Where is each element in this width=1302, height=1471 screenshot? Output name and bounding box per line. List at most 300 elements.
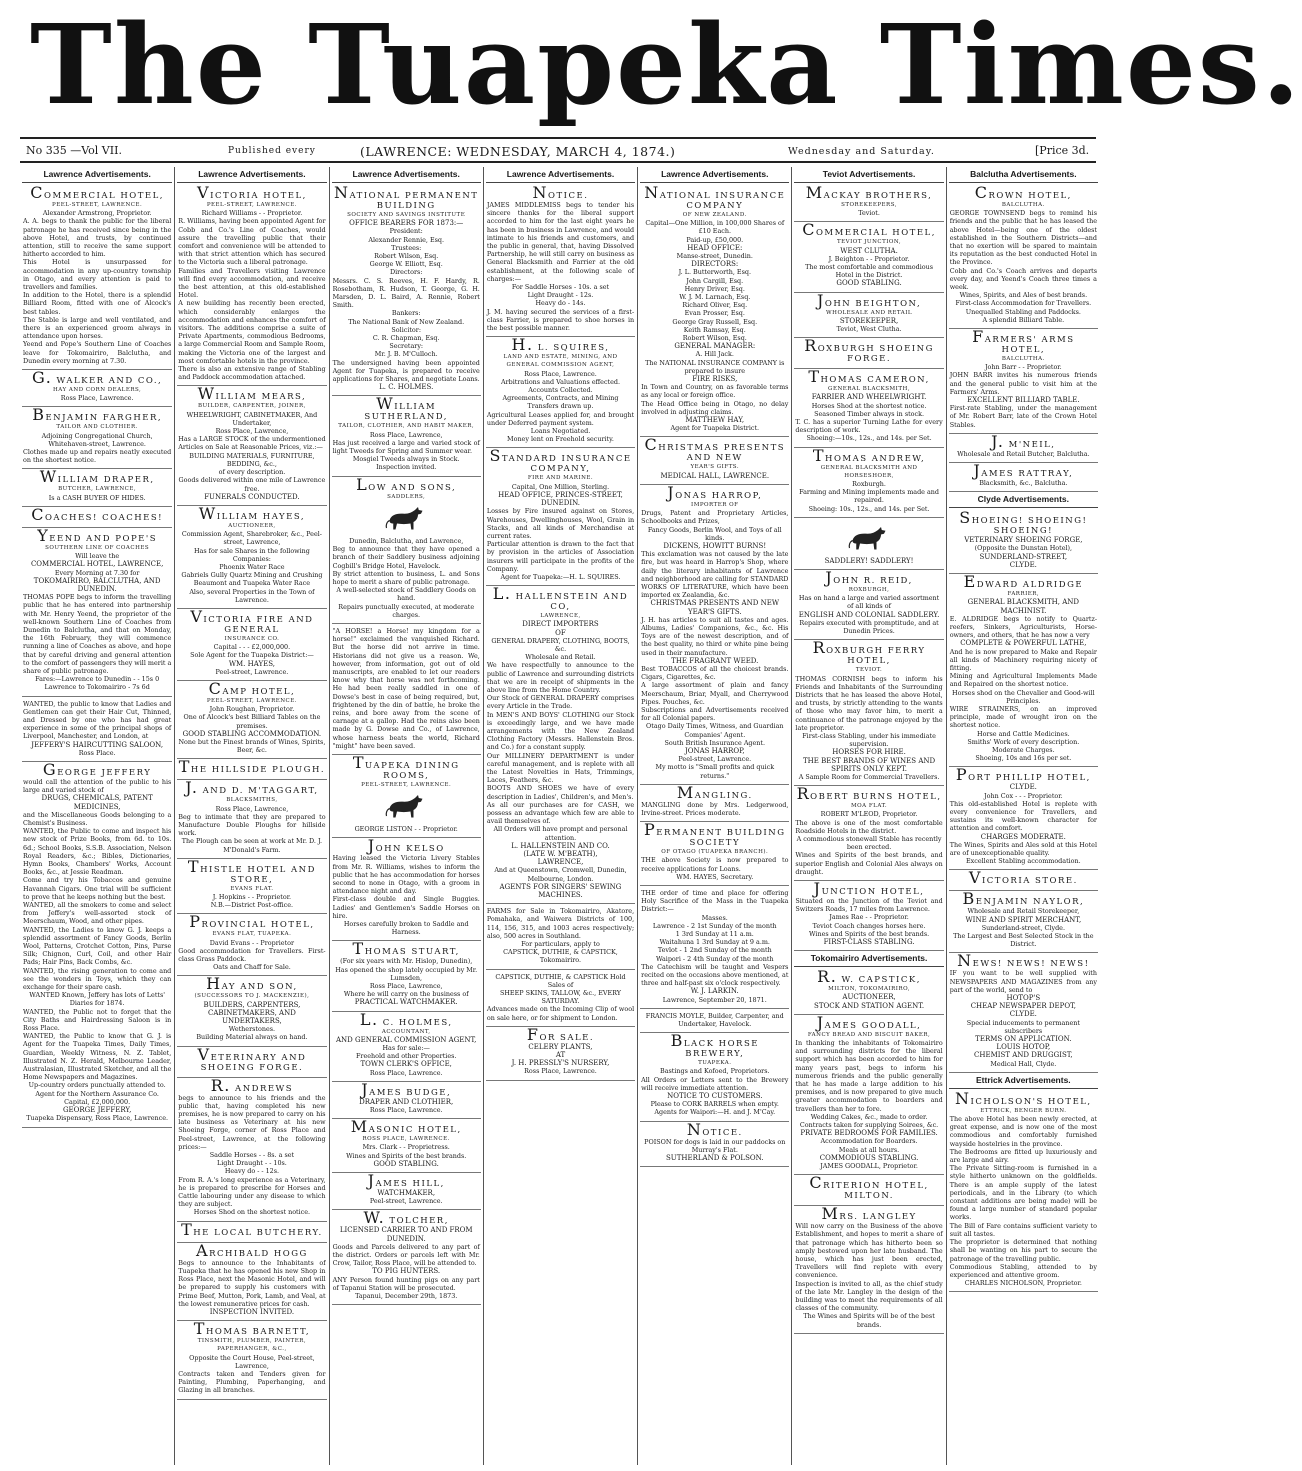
ad-line: VETERINARY SHOEING FORGE,: [964, 536, 1083, 545]
ad-body-text: WANTED, the rising generation to come and see the wonders in Toys, which they can exchange for their spare cash.: [23, 966, 172, 992]
ad-john-beighton: [794, 290, 943, 339]
ad-body-text: T. C. has a superior Turning Lathe for every description of work.: [795, 418, 943, 435]
ad-line: Waipori - 2 4th Sunday of the month: [655, 954, 774, 963]
ad-line: One of Alcock's best Billiard Tables on the premises.: [183, 713, 321, 730]
ad-title: J. AND D. M'TAGGART,: [185, 778, 319, 798]
ad-line: Mosgiel Tweeds always in Stock.: [352, 455, 460, 464]
ad-title: THOMAS CAMERON,: [808, 367, 930, 387]
ad-line: DRAPER AND CLOTHIER,: [359, 1097, 454, 1106]
ad-port-phillip-hotel: [949, 767, 1098, 870]
ad-line: NOTICE TO CUSTOMERS.: [667, 1092, 763, 1101]
ad-shoeing-shoeing-shoeing: [949, 510, 1098, 574]
ad-line: Bastings and Kofoed, Proprietors.: [660, 1067, 770, 1076]
ad-body-text: J. M. having secured the services of a first-class Farrier, is prepared to shoe horses in the best possible manner.: [486, 307, 635, 333]
ad-line: South British Insurance Agent.: [664, 738, 766, 747]
ad-farms-for-sale-in-tokomairiro-akatore-po: [486, 904, 635, 969]
ad-body-text: First-class double and Single Buggies. Ladies' and Gentlemen's Saddle Horses on hire.: [332, 895, 480, 920]
ad-line: Oats and Chaff for Sale.: [213, 963, 291, 972]
ad-benjamin-fargher: [22, 407, 172, 469]
ad-subtitle: SADDLERS,: [387, 493, 426, 500]
ad-title: JAMES GOODALL,: [816, 1012, 922, 1032]
ad-line: Has on hand a large and varied assortment of all kinds of: [798, 594, 940, 611]
ad-body-text: Advances made on the Incoming Clip of wool on sale here, or for shipment to London.: [486, 1005, 635, 1022]
ad-body-text: This exclamation was not caused by the late fire, but was heard in Harrop's Shop, where daily the literary inhabitants of Lawrence and neighborhood are calling for STANDARD WORKS OF LITERATURE, which have been imported ex Zealandia, &c.: [641, 550, 789, 600]
ad-body-text: Situated on the Junction of the Teviot and Switzers Roads, 17 miles from Lawrence.: [795, 896, 943, 914]
ad-line: Fares:—Lawrence to Dunedin - - 15s 0: [35, 675, 160, 684]
column-heading: Balclutha Advertisements.: [949, 167, 1098, 183]
ad-benjamin-naylor: [949, 891, 1098, 953]
ad-line: George Gray Russell, Esq.: [672, 317, 758, 326]
ad-body-text: Come and try his Tobaccos and genuine Havannah Cigars. One trial will be sufficient to prove that he keeps nothing but the best.: [23, 876, 172, 901]
ad-body-text: R. Williams, having been appointed Agent for Cobb and Co.'s Line of Coaches, would assure the travelling public that their comfort and convenience will be attended to with that strict attention which has secured to the Victoria such a liberal patronage.: [178, 217, 326, 267]
ad-subtitle: TAILOR AND CLOTHIER.: [56, 424, 138, 431]
ad-line: OF: [555, 628, 566, 637]
ad-body-text: THOMAS POPE begs to inform the travelling public that he has entered into partnership with Mr. Henry Yeend, the proprietor of the well-known Southern Line of Coaches from Dunedin to Balclutha, and that on Monday, the 16th February, they will commence running a line of Coaches as above, and hope that by careful driving and general attention to the comfort of passengers they will merit a share of public patronage.: [23, 593, 172, 675]
ad-george-jeffery: [22, 759, 172, 1128]
ad-line: TERMS ON APPLICATION.: [975, 1035, 1072, 1044]
ad-line: Ross Place, Lawrence.: [369, 1106, 443, 1115]
ad-body-text: Messrs. C. S. Reeves, H. F. Hardy, R. Rosebotham, R. Hudson, T. George, G. H. Marsden, D. L. Baird, A. Rennie, Robert Smith.: [332, 276, 480, 310]
ad-roxburgh-shoeing-forge: [794, 338, 943, 369]
ad-title: R. ANDREWS: [210, 1075, 294, 1095]
ad-for-sale: [486, 1024, 635, 1081]
ad-line: Manse-street, Dunedin.: [676, 252, 753, 261]
ad-line: AGENTS FOR SINGERS' SEWING MACHINES.: [499, 882, 622, 900]
ad-title: NATIONAL INSURANCE COMPANY: [644, 183, 786, 211]
ad-body-text: Commodious Stabling, attended to by experienced and attentive groom.: [949, 1262, 1097, 1279]
ad-line: Masses.: [701, 913, 728, 922]
ad-body-text: JOHN BARR invites his numerous friends and the general public to visit him at the Farmers' Arms.: [949, 371, 1097, 396]
ad-subtitle: FANCY BREAD AND BISCUIT BAKER,: [807, 1031, 931, 1038]
ad-line: JAMES GOODALL, Proprietor.: [820, 1162, 918, 1171]
ad-body-text: IF you want to be well supplied with NEWSPAPERS AND MAGAZINES from any part of the world, send to: [949, 969, 1097, 994]
ad-body-text: Goods and Parcels delivered to any part of the district. Orders or parcels left with Mr. Crow, Tailor, Ross Place, will be attended to.: [332, 1242, 480, 1268]
ad-body-text: This old-established Hotel is replete with every convenience for Travellers, and sustains its well-known character for attention and comfort.: [949, 799, 1097, 833]
ad-w-tolcher: [332, 1210, 481, 1305]
ad-body-text: Good accommodation for Travellers. First-class Grass Paddock.: [178, 946, 326, 964]
ad-line: Ross Place, Lawrence,: [369, 430, 443, 439]
ad-line: Teviot.: [858, 209, 880, 218]
ad-line: FUNERALS CONDUCTED.: [204, 492, 300, 501]
ad-line: COMPLETE & POWERFUL LATHE,: [960, 639, 1087, 648]
ad-subtitle: BUILDER, CARPENTER, JOINER,: [198, 403, 306, 410]
ad-line: Tevlot - 1 2nd Sunday of the month: [657, 946, 772, 955]
ad-line: Freehold and other Properties.: [355, 1052, 457, 1061]
ad-line: LICENSED CARRIER TO AND FROM DUNEDIN.: [339, 1226, 473, 1243]
ad-body-text: E. ALDRIDGE begs to notify to Quartz-reefers, Sinkers, Agriculturists, Horse-owners, and others, that he has now a very: [949, 614, 1097, 640]
ad-body-text: Has just received a large and varied stock of light Tweeds for Spring and Summer wear.: [332, 438, 480, 456]
ad-yeend-and-pope-s: [22, 525, 172, 697]
ad-line: Agent for Tuapeka District.: [670, 424, 760, 433]
ad-line: CAPSTICK, DUTHIE, & CAPSTICK, Tokomairiro.: [503, 948, 618, 965]
ad-body-text: This Hotel is unsurpassed for accommodation in any up-country township in Otago, and every attention is paid to travellers and families.: [23, 258, 172, 292]
ad-line: Henry Driver, Esq.: [684, 284, 745, 293]
ad-line: WHEELWRIGHT, CABINETMAKER, And Undertaker,: [186, 410, 318, 427]
ad-title: NOTICE.: [532, 183, 589, 202]
ad-title: MACKAY BROTHERS,: [805, 183, 933, 202]
ad-line: Waitahuna 1 3rd Sunday at 9 a.m.: [659, 938, 770, 947]
ad-line: STOCK AND STATION AGENT.: [814, 1001, 925, 1010]
ad-title: MRS. LANGLEY: [821, 1204, 917, 1224]
ad-line: THE FRAGRANT WEED.: [671, 656, 759, 665]
ad-title: W. TOLCHER,: [363, 1208, 449, 1228]
ad-line: Light Draught - - 10s.: [217, 1159, 287, 1168]
ad-subtitle: MILTON, TOKOMAIRIRO,: [828, 986, 911, 993]
ad-h-l-squires: [486, 337, 635, 448]
ad-line: Unequalled Stabling and Paddocks.: [965, 307, 1081, 316]
ad-line: Moderate Charges.: [992, 745, 1055, 754]
ad-national-permanent-building: [332, 185, 481, 396]
ad-line: POISON for dogs is laid in our paddocks on Murray's Flat.: [644, 1137, 786, 1154]
ad-line: Solicitor:: [391, 325, 421, 334]
ad-line: SUNDERLAND-STREET,: [979, 552, 1068, 561]
ad-a-horse-a-horse-my-kingdom-for-a-horse-e: [332, 624, 481, 755]
masthead: [0, 0, 1302, 138]
ad-line: Whitehaven-street, Lawrence.: [48, 439, 146, 448]
column-3: [329, 167, 483, 1465]
ad-line: CLYDE.: [1009, 783, 1037, 792]
ad-crown-hotel: [949, 185, 1098, 329]
ad-body-text: Drugs, Patent and Proprietary Articles, Schoolbooks and Prizes,: [641, 509, 789, 526]
column-heading: Lawrence Advertisements.: [486, 167, 635, 183]
ad-line: CHARGES MODERATE.: [980, 832, 1066, 841]
ad-title: JOHN R. REID,: [825, 568, 913, 588]
horse-icon: [383, 504, 429, 534]
ad-line: Secretary:: [389, 342, 424, 351]
ad-body-text: JAMES MIDDLEMISS begs to tender his sincere thanks for the liberal support accorded to him for the last eight years he has been in business in Lawrence, and would intimate to his friends and customers, and the public in general, that, having Dissolved Partnership, he will still carry on business as General Blacksmith and Farrier at the old establishment, at the following scale of charges:—: [486, 201, 635, 283]
ad-subtitle: BLACKSMITHS,: [226, 797, 278, 804]
ad-g-walker-and-co: [22, 370, 172, 407]
ad-line: Heavy do - - 12s.: [224, 1167, 280, 1176]
ad-william-hayes: [177, 503, 326, 609]
ad-body-text: Agricultural Leases applied for, and brought under Deferred payment system.: [486, 410, 635, 427]
ad-line: GEORGE JEFFERY,: [62, 1106, 132, 1115]
ad-line: GENERAL MANAGER:: [674, 342, 756, 351]
ad-line: SUTHERLAND & POLSON.: [666, 1154, 764, 1163]
ad-body-text: In addition to the Hotel, there is a splendid Billiard Room, fitted with one of Alcock's best tables.: [23, 291, 172, 316]
ad-subtitle: IMPORTER OF: [691, 501, 739, 508]
ad-subtitle: LAWRENCE,: [540, 613, 581, 620]
ad-title: THE LOCAL BUTCHERY.: [181, 1219, 323, 1239]
ad-body-text: In Town and Country, on as favorable terms as any local or foreign office.: [641, 383, 789, 400]
ad-title: THOMAS BARNETT,: [193, 1319, 311, 1339]
ad-roxburgh-ferry-hotel: [794, 640, 943, 786]
ad-line: WATCHMAKER,: [377, 1189, 436, 1198]
ad-line: Excellent Stabling accommodation.: [966, 857, 1081, 866]
ad-line: WANTED Known, Jeffery has lots of Letts' Diaries for 1874.: [29, 991, 166, 1008]
ad-line: (For six years with Mr. Hislop, Dunedin),: [340, 957, 473, 966]
ad-line: Will leave the: [75, 552, 120, 561]
ad-line: Has for sale Shares in the following Companies:: [193, 546, 310, 563]
ad-line: GEORGE LISTON - - Proprietor.: [354, 825, 458, 834]
ad-line: Ross Place, Lawrence.: [524, 369, 597, 378]
ad-title: THOMAS ANDREW,: [812, 445, 926, 465]
ad-line: Wetherstones.: [228, 1025, 276, 1034]
ad-line: A well-selected stock of Saddlery Goods on hand.: [336, 586, 476, 603]
ad-title: THOMAS STUART,: [352, 939, 460, 959]
ad-title: CAMP HOTEL,: [208, 678, 296, 698]
ad-camp-hotel: [177, 678, 326, 759]
ad-john-kelso: [332, 838, 481, 941]
ad-line: Fancy Goods, Berlin Wool, and Toys of all kinds.: [647, 525, 782, 542]
ad-subtitle: ROXBURGH,: [848, 587, 890, 594]
ad-junction-hotel: [794, 878, 943, 951]
ad-subtitle: OF OTAGO (TUAPEKA BRANCH).: [661, 849, 769, 856]
ad-line: Robert Wilson, Esq.: [374, 252, 439, 261]
ad-title: PORT PHILLIP HOTEL,: [955, 765, 1091, 785]
ad-line: Teviot Coach changes horses here.: [812, 921, 926, 930]
ad-subtitle: AUCTIONEER,: [228, 522, 276, 529]
ad-body-text: WIRE STRAINERS, on an improved principle, made of wrought iron on the shortest notice.: [949, 704, 1097, 730]
ad-line: W. J. M. Larnach, Esq.: [679, 293, 751, 302]
ad-body-text: In MEN'S AND BOYS' CLOTHING our Stock is exceedingly large, and we have made arrangements with the New Zealand Clothing Factory (Messrs. Hallenstein Bros. and Co.) for a constant supply.: [486, 710, 635, 752]
ad-archibald-hogg: [177, 1240, 326, 1321]
ad-subtitle: ETTRICK, BENGER BURN.: [980, 1107, 1067, 1114]
ad-thomas-andrew: [794, 445, 943, 518]
ad-subtitle: FIRE AND MARINE.: [527, 475, 594, 482]
ad-line: Accounts Collected.: [528, 386, 593, 395]
ad-line: PRACTICAL WATCHMAKER.: [354, 998, 458, 1007]
ad-line: Ross Place, Lawrence,: [215, 427, 289, 436]
ad-line: Has for sale:—: [382, 1044, 430, 1053]
ad-line: N.B.—District Post-office.: [210, 901, 294, 910]
ad-body-text: Yeend and Pope's Southern Line of Coaches leave for Tokomairiro, Balclutha, and Dunedin every morning at 7.30.: [23, 340, 172, 365]
horse-icon: [383, 792, 429, 822]
ad-title: VICTORIA HOTEL,: [197, 183, 307, 202]
ad-mrs-langley: [794, 1206, 943, 1334]
ad-line: Lawrence, September 20, 1871.: [662, 995, 767, 1004]
ad-line: Horses carefully broken to Saddle and Harness.: [343, 920, 469, 937]
ad-title: NOTICE.: [686, 1119, 743, 1139]
ad-title: ROBERT BURNS HOTEL,: [796, 784, 942, 804]
ad-line: Where he will carry on the business of: [343, 990, 469, 999]
ad-coaches-coaches: [22, 504, 172, 528]
ad-subtitle: TUAPEKA.: [698, 1060, 732, 1067]
ad-william-mears: [177, 386, 326, 505]
ad-body-text: Clothes made up and repairs neatly executed on the shortest notice.: [23, 448, 172, 465]
column-1: [20, 167, 174, 1465]
ad-line: Contracts taken for supplying Soirees, &c.: [799, 1121, 939, 1130]
ad-line: J. H. PRESSLY'S NURSERY,: [511, 1059, 610, 1068]
ad-title: JAMES BUDGE,: [361, 1079, 452, 1099]
ad-line: J. Beighton - - Proprietor.: [828, 254, 910, 263]
ad-title: G. WALKER AND CO.,: [32, 368, 163, 388]
ad-body-text: Has a LARGE STOCK of the undermentioned Articles on Sale at Reasonable Prices, viz.:—: [178, 435, 326, 452]
ad-body-text: THOMAS CORNISH begs to inform his Friends and Inhabitants of the Surrounding Districts that he has leased the above Hotel, and trusts, by strictly attending to the wants of those who may favor him, to merit a continuance of the patronage enjoyed by the late proprietor.: [795, 674, 943, 732]
ad-j-m-neil: [949, 431, 1098, 463]
ad-veterinary-and-shoeing-forge: [177, 1044, 326, 1078]
ad-line: INSPECTION INVITED.: [209, 1307, 295, 1316]
ad-line: Ross Place, Lawrence,: [215, 804, 289, 813]
ad-subtitle: BUTCHER, LAWRENCE,: [58, 486, 137, 493]
ad-line: Sole Agent for the Tuapeka District:—: [190, 651, 314, 660]
ad-title: GEORGE JEFFERY: [42, 759, 152, 779]
ad-line: Ross Place, Lawrence.: [524, 1067, 597, 1076]
ad-line: TOKOMAIRIRO, BALCLUTHA, AND DUNEDIN.: [33, 576, 161, 593]
ad-line: Phoenix Water Race: [219, 562, 285, 571]
ad-jonas-harrop: [640, 482, 789, 785]
ad-subtitle: FARRIER,: [1007, 591, 1040, 598]
ad-r-w-capstick: [794, 969, 943, 1015]
ad-james-rattray: [949, 463, 1098, 492]
ad-line: WM. HAYES,: [228, 659, 276, 668]
ad-line: CELERY PLANTS,: [528, 1042, 593, 1051]
ad-line: Agents for Waipori:—H. and J. M'Cay.: [654, 1108, 776, 1117]
ad-news-news-news: [949, 953, 1098, 1072]
ad-title: CHRISTMAS PRESENTS AND NEW: [644, 435, 786, 464]
ad-body-text: FARMS for Sale in Tokomairiro, Akatore, Pomahaka, and Waiwera Districts of 100, 114, 156, 315, and 1003 acres respectively; also, 500 acres in Southland.: [486, 907, 635, 940]
ad-line: Peel-street, Lawrence.: [215, 667, 289, 676]
ad-title: JOHN BEIGHTON,: [816, 290, 922, 310]
dateline: [20, 137, 1096, 163]
ad-subtitle: EVANS FLAT.: [230, 885, 274, 892]
ad-line: Smiths' Work of every description.: [967, 737, 1080, 746]
ad-mangling: [640, 782, 789, 822]
ad-line: Sunderland-street, Clyde.: [981, 923, 1065, 932]
ad-line: HEAD OFFICE:: [687, 243, 743, 252]
ad-black-horse-brewery: [640, 1033, 789, 1121]
ad-line: CHRISTMAS PRESENTS AND NEW YEAR'S GIFTS.: [650, 599, 780, 616]
ad-provincial-hotel: [177, 914, 326, 976]
ad-national-insurance-company: [640, 185, 789, 437]
ad-body-text: Particular attention is drawn to the fact that by provision in the articles of Association insurers will participate in the profits of the Company.: [486, 540, 635, 573]
ad-line: Ross Place, Lawrence,: [369, 982, 443, 991]
ad-body-text: As all our purchases are for CASH, we possess an advantage which few are able to avail themselves of.: [486, 800, 635, 826]
ad-line: Please to CORK BARRELS when empty.: [650, 1100, 779, 1109]
ad-line: David Evans - - Proprietor: [209, 938, 295, 947]
ad-title: THISTLE HOTEL AND STORE,: [187, 856, 316, 885]
ad-line: Arbitrations and Valuations effected.: [500, 377, 620, 386]
ad-subtitle: OF NEW ZEALAND.: [682, 212, 747, 218]
ad-line: GOOD STABLING.: [373, 1159, 439, 1168]
ad-title: MANGLING.: [676, 782, 753, 802]
ad-mackay-brothers: [794, 185, 943, 222]
ad-title: WILLIAM SUTHERLAND,: [364, 394, 448, 423]
ad-line: Shoeing:—10s., 12s., and 14s. per Set.: [806, 434, 932, 443]
ad-line: Richard Oliver, Esq.: [682, 301, 748, 310]
ad-line: BUILDERS, CARPENTERS, CABINETMAKERS, AND UNDERTAKERS,: [203, 1000, 301, 1026]
ad-capstick-duthie-capstick-hold-sales-of: [486, 970, 635, 1027]
ad-criterion-hotel-milton: [794, 1175, 943, 1206]
ad-title: COACHES! COACHES!: [31, 504, 164, 524]
ad-subtitle: EVANS FLAT, TUAPEKA.: [212, 931, 292, 938]
ad-body-text: "A HORSE! a Horse! my kingdom for a horse!" exclaimed the vanquished Richard. But the horse did not arrive in time. Historians did not give us a reason. We, however, from information, got out of old manuscripts, are enabled to let our readers know why that horse was not forthcoming. He had been really saddled in one of Dowse's best in case of being required, but, frightened by the din of battle, he broke the reins, and bore away from the scene of carnage at a gallop. Had the reins also been made by G. Dowse and Co., of Lawrence, whose harness beats the world, Richard "might" have been saved.: [332, 626, 480, 750]
ad-body-text: A. A. begs to thank the public for the liberal patronage he has received since being in the above Hotel, and trusts, by continued attention, still to receive the same support hitherto accorded to him.: [23, 217, 172, 259]
ad-the-hillside-plough: [177, 759, 326, 780]
ad-line: A Sample Room for Commercial Travellers.: [798, 772, 940, 781]
ad-body-text: The Bedrooms are fitted up luxuriously and are large and airy.: [949, 1147, 1097, 1165]
ad-line: Repairs executed with promptitude, and at Dunedin Prices.: [799, 618, 939, 636]
ad-line: Ross Place.: [78, 748, 116, 757]
ad-hay-and-son: [177, 976, 326, 1046]
ad-line: DIRECTORS:: [691, 260, 739, 269]
ad-line: J. L. Butterworth, Esq.: [678, 268, 751, 277]
ad-line: Tapanui, December 29th, 1873.: [355, 1292, 458, 1301]
ad-line: Wholesale and Retail Butcher, Balclutha.: [957, 449, 1090, 458]
ad-title: H. L. SQUIRES,: [511, 335, 610, 355]
ad-edward-aldridge: [949, 574, 1098, 767]
ad-subtitle: INSURANCE CO.: [224, 635, 280, 642]
ad-line: Capital, One Million, Sterling.: [511, 482, 610, 491]
ad-title: PROVINCIAL HOTEL,: [189, 912, 315, 932]
horse-icon: [846, 524, 892, 554]
ad-body-text: A large assortment of plain and fancy Meerschaum, Briar, Myall, and Cherrywood Pipes. Pouches, &c.: [641, 681, 789, 706]
ad-notice: [640, 1119, 789, 1168]
ad-line: SADDLERY! SADDLERY!: [824, 556, 914, 565]
ad-william-sutherland: [332, 396, 481, 476]
ad-christmas-presents-and-new: [640, 437, 789, 484]
ad-subtitle: TAILOR, CLOTHIER, AND HABIT MAKER,: [338, 423, 475, 430]
ad-line: CHEMIST AND DRUGGIST,: [974, 1051, 1073, 1060]
ad-subtitle: STOREKEEPERS,: [841, 202, 898, 208]
ad-line: Horses shod on the Chevalier and Good-will Principles.: [952, 688, 1095, 705]
ad-line: ENGLISH AND COLONIAL SADDLERY.: [798, 610, 940, 619]
ad-line: Heavy do - 14s.: [535, 299, 586, 308]
ad-subtitle: PEEL-STREET, LAWRENCE.: [361, 781, 452, 788]
price: [Price 3d.: [1035, 144, 1090, 157]
ad-title: ARCHIBALD HOGG: [196, 1240, 308, 1260]
ad-line: Dunedin, Balclutha, and Lawrence,: [349, 536, 464, 545]
ad-body-text: Best TOBACCOS of all the choicest brands. Cigars, Cigarettes, &c.: [641, 664, 789, 682]
ad-body-text: The Stable is large and well ventilated, and there is an experienced groom always in attendance upon horses.: [23, 315, 172, 341]
ad-body-text: Mining and Agricultural Implements Made and Repaired on the shortest notice.: [949, 672, 1097, 689]
ad-body-text: WANTED, the Public to come and inspect his new stock of Prize Books, from 6d. to 10s. 6d.; School Books, S.S.B. Association, Nelson Royal Readers, &c.; Bibles, Dictionaries, Hymn Books, Chambers' Works, Account Books, &c., at Jessie Readman.: [23, 827, 172, 877]
ad-line: Loans Negotiated.: [530, 427, 591, 436]
ad-line: Bankers:: [391, 309, 421, 318]
ad-body-text: Our Stock of GENERAL DRAPERY comprises every Article in the Trade.: [486, 694, 635, 711]
ad-body-text: Contracts taken and Tenders given for Painting, Plumbing, Paperhanging, and Glazing in all branches.: [178, 1369, 326, 1395]
ad-line: My motto is "Small profits and quick returns.": [655, 763, 775, 780]
ad-line: GOOD STABLING.: [836, 279, 902, 288]
ad-title: JUNCTION HOTEL,: [813, 878, 925, 898]
ad-subtitle: GENERAL BLACKSMITH,: [828, 386, 911, 393]
publication-days: Wednesday and Saturday.: [788, 146, 935, 157]
ad-line: Mr. J. B. M'Culloch.: [374, 350, 438, 359]
ad-line: Every Morning at 7.30 for: [54, 568, 140, 577]
ad-line: For Saddle Horses - 10s. a set: [511, 283, 610, 292]
ad-body-text: Families and Travellers visiting Lawrence will find every accommodation, and receive the best attention, at this old-established Hotel.: [178, 266, 326, 300]
ad-line: Peel-street, Lawrence.: [369, 1197, 443, 1206]
ad-line: GENERAL BLACKSMITH, AND MACHINIST.: [967, 598, 1079, 615]
ad-body-text: The Private Sitting-room is furnished in a style hitherto unknown on the goldfields. There is an ample supply of the latest periodicals, and in the Library (to which constant additions are being made) will be found a large number of standard popular works.: [949, 1164, 1097, 1222]
ad-line: Accommodation for Boarders.: [820, 1137, 918, 1146]
ad-line: Agent for the Northern Assurance Co. Capital, £2,000,000.: [35, 1089, 159, 1106]
ad-subtitle: SOCIETY AND SAVINGS INSTITUTE: [347, 212, 466, 218]
ad-line: Shoeing: 10s., 12s., and 14s. per Set.: [808, 504, 930, 513]
ad-subtitle: SOUTHERN LINE OF COACHES: [45, 544, 150, 551]
ad-body-text: Losses by Fire insured against on Stores, Warehouses, Dwellinghouses, Wool, Grain in Stacks, and all kinds of Merchandise at current rates.: [486, 507, 635, 540]
ad-the-order-of-time-and-place-for-offering: [640, 886, 789, 1009]
ad-victoria-store: [949, 870, 1098, 891]
ad-line: AT: [555, 1051, 566, 1060]
ad-subtitle: YEAR'S GIFTS.: [690, 464, 740, 471]
ad-line: MATTHEW HAY,: [685, 416, 745, 425]
ad-line: Up-country orders punctually attended to.: [28, 1081, 166, 1090]
ad-line: PRIVATE BEDROOMS FOR FAMILIES.: [800, 1129, 938, 1138]
section-heading: Clyde Advertisements.: [949, 492, 1098, 508]
ad-line: First-class Accommodation for Travellers.: [955, 299, 1092, 308]
ad-title: HAY AND SON,: [206, 974, 298, 994]
ad-body-text: The Bill of Fare contains sufficient variety to suit all tastes.: [949, 1221, 1097, 1238]
ad-body-text: WANTED, the Public to know that G. J. is Agent for the Tuapeka Times, Daily Times, Guardian, Weekly Witness, N. Z. Tablet, Illustrated N. Z. Herald, Melbourne Leader, Australasian, Illustrated Sketcher, and all the Home Newspapers and Magazines.: [23, 1032, 172, 1082]
ad-line: Roxburgh.: [852, 480, 886, 489]
ad-line: Wines and Spirits of the best brands.: [346, 1151, 467, 1160]
ad-wanted-the-public-to-know-that-ladies-an: [22, 697, 172, 762]
ad-line: Otago Daily Times, Witness, and Guardian Companies' Agent.: [646, 722, 784, 739]
ad-body-text: The above is one of the most comfortable Roadside Hotels in the district.: [795, 818, 943, 835]
ad-subtitle: ACCOUNTANT,: [381, 1028, 431, 1035]
ad-line: Peel-street, Lawrence.: [678, 755, 752, 764]
